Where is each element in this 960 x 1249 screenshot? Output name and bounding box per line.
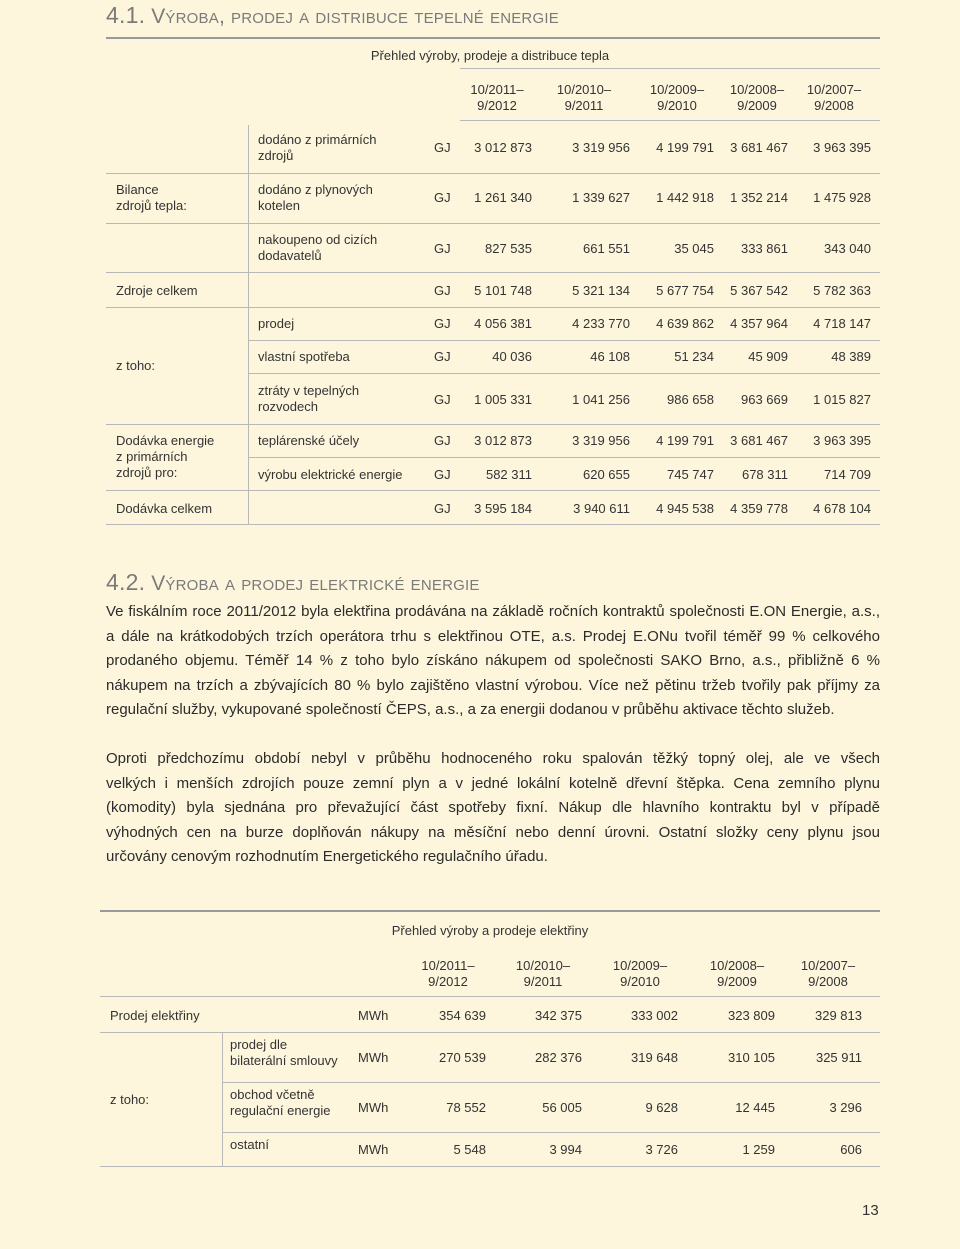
cell-value: 40 036 — [492, 349, 532, 364]
period-header: 10/2010– 9/2011 — [515, 958, 571, 989]
group-label-dodavka: Dodávka energie z primárních zdrojů pro: — [116, 433, 215, 480]
period-header: 10/2009– 9/2010 — [612, 958, 668, 989]
cell-value: 714 709 — [824, 467, 871, 482]
group-label-ztoho: z toho: — [116, 358, 156, 373]
table1-rule — [460, 68, 880, 69]
row-label: Dodávka celkem — [116, 501, 213, 516]
row-label: dodáno z primárních zdrojů — [258, 132, 377, 163]
cell-value: 4 056 381 — [474, 316, 532, 331]
cell-value: 333 861 — [741, 241, 788, 256]
cell-value: 1 339 627 — [572, 190, 630, 205]
cell-value: 3 726 — [645, 1142, 678, 1157]
cell-value: 3 012 873 — [474, 433, 532, 448]
cell-value: 4 199 791 — [656, 140, 714, 155]
row-label: teplárenské účely — [258, 433, 360, 448]
row-unit: MWh — [358, 1008, 389, 1023]
cell-value: 4 233 770 — [572, 316, 630, 331]
table2-caption: Přehled výroby a prodeje elektřiny — [391, 923, 589, 938]
section-title: Výroba, prodej a distribuce tepelné energie — [151, 5, 559, 28]
cell-value: 12 445 — [735, 1100, 775, 1115]
cell-value: 5 677 754 — [656, 283, 714, 298]
table2-top-rule — [100, 910, 880, 912]
cell-value: 4 359 778 — [730, 501, 788, 516]
row-label: Prodej elektřiny — [110, 1008, 200, 1023]
table1-caption: Přehled výroby, prodeje a distribuce tepla — [370, 48, 610, 63]
row-unit: GJ — [434, 433, 451, 448]
cell-value: 342 375 — [535, 1008, 582, 1023]
table2-rule — [222, 1082, 880, 1083]
cell-value: 1 261 340 — [474, 190, 532, 205]
cell-value: 3 595 184 — [474, 501, 532, 516]
paragraph-1: Ve fiskálním roce 2011/2012 byla elektřina prodávána na základě ročních kontraktů společnosti E.ON Energie, a.s., a dále na krátkodobých trzích operátora trhu s elektřinou OTE, a.s. Prodej E.ONu tvořil téměř 99 % celkového prodaného objemu. Téměř 14 % z toho bylo získáno nákupem od společnosti SAKO Brno, a.s., přibližně 6 % nákupem na trzích a zbývajících 80 % bylo zajištěno vlastní výrobou. Více než pětinu tržeb tvořily pak příjmy za regulační služby, vykupované společností ČEPS, a.s., a za energii dodanou v průběhu aktivace těchto služeb. — [106, 603, 880, 718]
row-unit: GJ — [434, 316, 451, 331]
cell-value: 4 678 104 — [813, 501, 871, 516]
row-label: ztráty v tepelných rozvodech — [258, 383, 360, 414]
table2-rule — [100, 996, 880, 997]
cell-value: 270 539 — [439, 1050, 486, 1065]
cell-value: 4 718 147 — [813, 316, 871, 331]
table1-vertical-rule — [248, 125, 249, 524]
cell-value: 1 475 928 — [813, 190, 871, 205]
table2-rule — [100, 1032, 880, 1033]
table1-rule — [106, 272, 880, 273]
cell-value: 745 747 — [667, 467, 714, 482]
heading-rule — [106, 37, 880, 39]
cell-value: 1 005 331 — [474, 392, 532, 407]
cell-value: 329 813 — [815, 1008, 862, 1023]
section-number: 4.2. — [106, 569, 146, 595]
cell-value: 582 311 — [485, 467, 532, 482]
cell-value: 3 681 467 — [730, 433, 788, 448]
table2-rule — [100, 1166, 880, 1167]
table1-rule — [248, 457, 880, 458]
group-label-ztoho: z toho: — [110, 1092, 150, 1107]
row-unit: MWh — [358, 1142, 389, 1157]
table1-rule — [460, 120, 880, 121]
cell-value: 354 639 — [439, 1008, 486, 1023]
cell-value: 1 352 214 — [730, 190, 788, 205]
table1-rule — [106, 524, 880, 525]
cell-value: 1 041 256 — [572, 392, 630, 407]
row-unit: GJ — [434, 283, 451, 298]
cell-value: 5 101 748 — [474, 283, 532, 298]
cell-value: 333 002 — [631, 1008, 678, 1023]
cell-value: 5 367 542 — [730, 283, 788, 298]
cell-value: 5 321 134 — [572, 283, 630, 298]
row-unit: MWh — [358, 1100, 389, 1115]
cell-value: 5 782 363 — [813, 283, 871, 298]
cell-value: 827 535 — [485, 241, 532, 256]
row-unit: MWh — [358, 1050, 389, 1065]
cell-value: 5 548 — [453, 1142, 486, 1157]
cell-value: 3 296 — [829, 1100, 862, 1115]
cell-value: 3 319 956 — [572, 140, 630, 155]
cell-value: 319 648 — [631, 1050, 678, 1065]
row-label: výrobu elektrické energie — [258, 467, 403, 482]
row-label: ostatní — [230, 1137, 270, 1152]
cell-value: 1 015 827 — [813, 392, 871, 407]
cell-value: 4 357 964 — [730, 316, 788, 331]
cell-value: 46 108 — [590, 349, 630, 364]
row-unit: GJ — [434, 140, 451, 155]
cell-value: 606 — [840, 1142, 862, 1157]
row-label: prodej dle bilaterální smlouvy — [230, 1037, 338, 1068]
cell-value: 78 552 — [446, 1100, 486, 1115]
table1-rule — [106, 173, 880, 174]
row-label: vlastní spotřeba — [258, 349, 350, 364]
cell-value: 1 442 918 — [656, 190, 714, 205]
cell-value: 986 658 — [667, 392, 714, 407]
row-label: Zdroje celkem — [116, 283, 198, 298]
table1-rule — [248, 373, 880, 374]
row-label: prodej — [258, 316, 295, 331]
cell-value: 343 040 — [824, 241, 871, 256]
row-label: nakoupeno od cizích dodavatelů — [258, 232, 378, 263]
cell-value: 3 963 395 — [813, 140, 871, 155]
cell-value: 310 105 — [728, 1050, 775, 1065]
table2-vertical-rule — [222, 1032, 223, 1166]
table1-rule — [106, 490, 880, 491]
period-header: 10/2008– 9/2009 — [729, 82, 785, 113]
row-unit: GJ — [434, 241, 451, 256]
cell-value: 325 911 — [815, 1050, 862, 1065]
row-label: dodáno z plynových kotelen — [258, 182, 373, 213]
period-header: 10/2007– 9/2008 — [806, 82, 862, 113]
section-title: Výroba a prodej elektrické energie — [151, 572, 480, 595]
section-number: 4.1. — [106, 2, 146, 28]
period-header: 10/2009– 9/2010 — [649, 82, 705, 113]
group-label-bilance: Bilance zdrojů tepla: — [116, 182, 187, 213]
row-unit: GJ — [434, 392, 451, 407]
row-unit: GJ — [434, 467, 451, 482]
cell-value: 3 012 873 — [474, 140, 532, 155]
cell-value: 963 669 — [741, 392, 788, 407]
section-heading-4-2 — [106, 569, 480, 596]
cell-value: 323 809 — [728, 1008, 775, 1023]
period-header: 10/2007– 9/2008 — [800, 958, 856, 989]
cell-value: 3 940 611 — [573, 501, 630, 516]
cell-value: 51 234 — [674, 349, 714, 364]
cell-value: 35 045 — [674, 241, 714, 256]
period-header: 10/2011– 9/2012 — [470, 82, 524, 113]
row-unit: GJ — [434, 501, 451, 516]
period-header: 10/2011– 9/2012 — [421, 958, 475, 989]
table1-rule — [106, 424, 880, 425]
cell-value: 282 376 — [535, 1050, 582, 1065]
cell-value: 3 681 467 — [730, 140, 788, 155]
cell-value: 3 319 956 — [572, 433, 630, 448]
period-header: 10/2008– 9/2009 — [709, 958, 765, 989]
cell-value: 48 389 — [831, 349, 871, 364]
table1-rule — [248, 340, 880, 341]
table2-rule — [222, 1132, 880, 1133]
cell-value: 3 994 — [549, 1142, 582, 1157]
table1-rule — [106, 307, 880, 308]
cell-value: 678 311 — [741, 467, 788, 482]
cell-value: 56 005 — [542, 1100, 582, 1115]
cell-value: 3 963 395 — [813, 433, 871, 448]
cell-value: 4 639 862 — [656, 316, 714, 331]
cell-value: 4 945 538 — [656, 501, 714, 516]
cell-value: 4 199 791 — [656, 433, 714, 448]
row-unit: GJ — [434, 349, 451, 364]
row-unit: GJ — [434, 190, 451, 205]
period-header: 10/2010– 9/2011 — [556, 82, 612, 113]
page-number: 13 — [862, 1202, 879, 1219]
paragraph-2: Oproti předchozímu období nebyl v průběhu hodnoceného roku spalován těžký topný olej, ale ve všech velkých i menších zdrojích pouze zemní plyn a v jedné lokální kotelně dřevní štěpka. Cena zemního plynu (komodity) byla sjednána pro převažující část spotřeby fixní. Nákup dle hlavního kontraktu byl v případě výhodných cen na burze doplňován nákupy na měsíční nebo denní úrovni. Ostatní složky ceny plynu jsou určovány cenovým rozhodnutím Energetického regulačního úřadu. — [106, 750, 880, 865]
row-label: obchod včetně regulační energie — [230, 1087, 331, 1118]
section-heading-4-1 — [106, 2, 559, 29]
cell-value: 661 551 — [583, 241, 630, 256]
cell-value: 9 628 — [645, 1100, 678, 1115]
cell-value: 620 655 — [583, 467, 630, 482]
cell-value: 1 259 — [742, 1142, 775, 1157]
table1-rule — [106, 223, 880, 224]
cell-value: 45 909 — [748, 349, 788, 364]
